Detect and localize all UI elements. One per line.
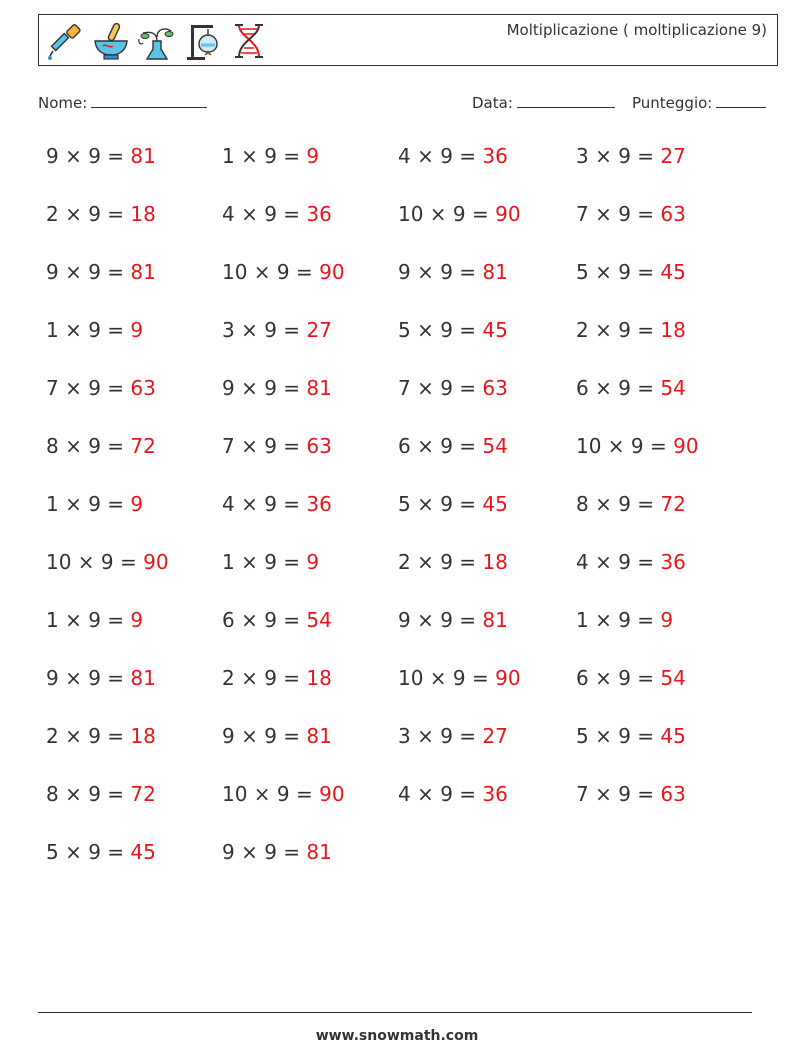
icon-strip [45,19,269,63]
problem-answer: 81 [306,840,332,864]
problem-question: 10 × 9 = [222,260,313,284]
problem-item [576,608,673,632]
problem-question: 1 × 9 = [46,608,125,632]
header-box [38,14,778,66]
problem-question: 8 × 9 = [576,492,655,516]
problem-item [398,492,508,516]
problem-answer: 18 [130,724,156,748]
problem-question: 3 × 9 = [576,144,655,168]
problem-question: 8 × 9 = [46,782,125,806]
problem-answer: 81 [482,608,508,632]
problem-answer: 81 [130,144,156,168]
problem-answer: 63 [482,376,508,400]
date-label: Data: [472,94,513,112]
plant-flask-icon [137,21,177,61]
problem-question: 4 × 9 = [398,144,477,168]
problem-item [576,376,686,400]
problem-item [576,260,686,284]
problem-item [222,318,332,342]
problem-question: 3 × 9 = [222,318,301,342]
problem-question: 2 × 9 = [398,550,477,574]
problem-question: 2 × 9 = [46,724,125,748]
problem-answer: 90 [319,260,345,284]
problem-item [398,782,508,806]
problem-item [398,550,508,574]
problem-question: 10 × 9 = [222,782,313,806]
problem-answer: 90 [495,666,521,690]
problem-item [576,202,686,226]
problem-item [398,376,508,400]
problem-item [46,666,156,690]
problem-item [46,492,143,516]
problem-item [576,492,686,516]
problem-answer: 63 [660,782,686,806]
problem-item [398,666,521,690]
problem-question: 10 × 9 = [46,550,137,574]
problem-item [222,260,345,284]
problem-answer: 81 [130,260,156,284]
problem-item [46,782,156,806]
name-field[interactable] [38,92,207,112]
problem-answer: 54 [306,608,332,632]
problem-answer: 54 [482,434,508,458]
problem-answer: 45 [482,318,508,342]
problem-item [222,434,332,458]
problem-question: 10 × 9 = [398,202,489,226]
problem-item [46,434,156,458]
problem-answer: 36 [306,202,332,226]
problem-answer: 63 [130,376,156,400]
problem-item [46,840,156,864]
problem-answer: 90 [495,202,521,226]
problem-question: 7 × 9 = [398,376,477,400]
problem-item [222,144,319,168]
problem-question: 10 × 9 = [398,666,489,690]
problem-item [222,782,345,806]
problem-answer: 9 [130,318,144,342]
problem-question: 10 × 9 = [576,434,667,458]
problem-question: 7 × 9 = [46,376,125,400]
problem-question: 9 × 9 = [222,376,301,400]
problem-answer: 63 [660,202,686,226]
footer-divider [38,1012,752,1013]
problem-item [576,666,686,690]
problem-question: 1 × 9 = [222,144,301,168]
problem-item [398,434,508,458]
problem-answer: 18 [306,666,332,690]
problem-item [398,318,508,342]
problem-item [46,318,143,342]
problem-answer: 9 [130,492,144,516]
date-blank[interactable] [517,92,615,108]
problem-question: 2 × 9 = [222,666,301,690]
problem-question: 9 × 9 = [398,608,477,632]
problem-question: 7 × 9 = [576,202,655,226]
problem-question: 7 × 9 = [222,434,301,458]
problem-answer: 81 [306,376,332,400]
name-label: Nome: [38,94,88,112]
problem-answer: 72 [660,492,686,516]
problem-item [398,608,508,632]
problem-question: 3 × 9 = [398,724,477,748]
problem-answer: 36 [660,550,686,574]
problem-item [222,840,332,864]
problem-item [576,550,686,574]
problem-answer: 9 [130,608,144,632]
problem-answer: 54 [660,666,686,690]
problem-question: 4 × 9 = [222,202,301,226]
problem-item [222,550,319,574]
name-blank[interactable] [91,92,207,108]
problem-item [222,666,332,690]
problem-question: 8 × 9 = [46,434,125,458]
problem-answer: 27 [482,724,508,748]
problem-answer: 36 [482,144,508,168]
problem-answer: 72 [130,434,156,458]
problem-answer: 18 [482,550,508,574]
problem-question: 6 × 9 = [222,608,301,632]
problem-question: 9 × 9 = [398,260,477,284]
problem-answer: 45 [130,840,156,864]
problem-answer: 9 [306,144,320,168]
problem-question: 6 × 9 = [576,666,655,690]
problem-answer: 81 [482,260,508,284]
problem-answer: 90 [673,434,699,458]
mortar-pestle-icon [91,21,131,61]
dna-icon [229,21,269,61]
problem-question: 2 × 9 = [576,318,655,342]
problem-question: 1 × 9 = [46,492,125,516]
problem-question: 6 × 9 = [576,376,655,400]
problem-item [46,202,156,226]
problem-answer: 36 [306,492,332,516]
problem-item [222,376,332,400]
problem-question: 5 × 9 = [46,840,125,864]
dropper-icon [45,21,85,61]
problem-item [46,376,156,400]
problem-item [398,724,508,748]
problem-question: 5 × 9 = [576,724,655,748]
problem-answer: 45 [660,724,686,748]
problem-item [222,608,332,632]
problem-item [576,434,699,458]
problem-item [576,318,686,342]
score-blank[interactable] [716,92,766,108]
score-label: Punteggio: [632,94,713,112]
problem-item [46,724,156,748]
problem-item [222,492,332,516]
problem-item [46,144,156,168]
problem-question: 1 × 9 = [222,550,301,574]
problem-answer: 81 [306,724,332,748]
problem-answer: 81 [130,666,156,690]
problem-item [398,260,508,284]
problem-item [46,608,143,632]
worksheet-title: Moltiplicazione ( moltiplicazione 9) [506,21,767,39]
problem-item [398,144,508,168]
problem-answer: 63 [306,434,332,458]
problem-question: 4 × 9 = [398,782,477,806]
problem-question: 1 × 9 = [576,608,655,632]
problem-answer: 27 [306,318,332,342]
problem-answer: 9 [306,550,320,574]
date-field[interactable] [472,92,615,112]
problem-question: 6 × 9 = [398,434,477,458]
problem-question: 4 × 9 = [576,550,655,574]
problem-item [46,550,169,574]
score-field[interactable] [632,92,766,112]
problem-question: 9 × 9 = [222,840,301,864]
problem-question: 9 × 9 = [46,144,125,168]
problem-question: 5 × 9 = [398,492,477,516]
problem-question: 9 × 9 = [46,260,125,284]
problem-question: 5 × 9 = [576,260,655,284]
problem-answer: 54 [660,376,686,400]
problem-item [576,724,686,748]
problem-answer: 18 [660,318,686,342]
problem-item [576,782,686,806]
problem-question: 9 × 9 = [222,724,301,748]
problem-question: 5 × 9 = [398,318,477,342]
problem-item [398,202,521,226]
problem-question: 7 × 9 = [576,782,655,806]
footer-url: www.snowmath.com [315,1028,479,1044]
problem-item [222,202,332,226]
lab-stand-icon [183,21,223,61]
problem-item [222,724,332,748]
problem-question: 9 × 9 = [46,666,125,690]
problem-question: 4 × 9 = [222,492,301,516]
problem-answer: 45 [482,492,508,516]
problem-answer: 18 [130,202,156,226]
problem-answer: 45 [660,260,686,284]
problem-item [46,260,156,284]
problem-answer: 90 [143,550,169,574]
problem-answer: 90 [319,782,345,806]
problem-answer: 27 [660,144,686,168]
problem-answer: 72 [130,782,156,806]
problem-question: 1 × 9 = [46,318,125,342]
problem-question: 2 × 9 = [46,202,125,226]
problem-answer: 9 [660,608,674,632]
problem-answer: 36 [482,782,508,806]
problem-item [576,144,686,168]
